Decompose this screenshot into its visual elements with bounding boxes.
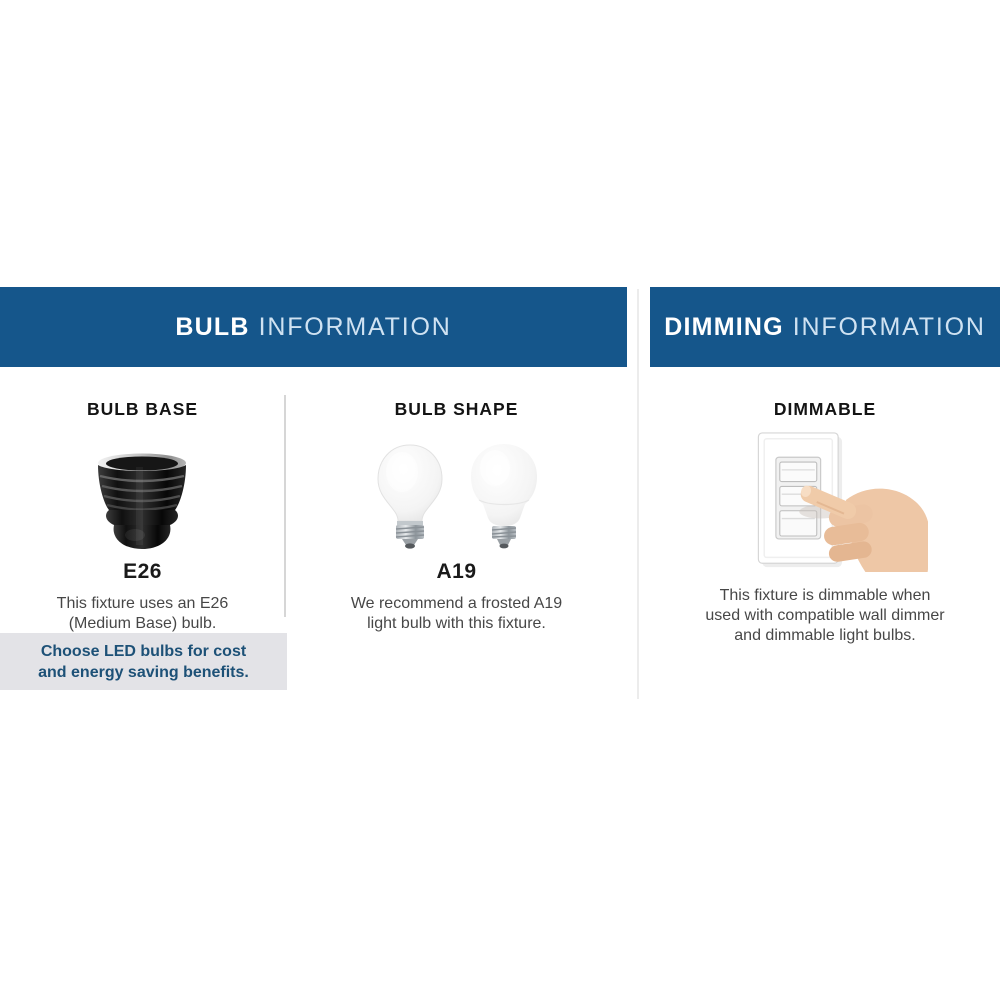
bulb-base-section	[0, 390, 285, 634]
dimmable-title: DIMMABLE	[773, 399, 877, 419]
bulb-shape-description	[286, 594, 627, 634]
bulb-header-rest: INFORMATION	[258, 312, 452, 341]
led-tip-line2: and energy saving benefits.	[38, 663, 249, 681]
dimmer-switch-hand-icon	[723, 430, 928, 572]
dimmable-description-line2: used with compatible wall dimmer	[705, 607, 945, 624]
bulb-shape-section	[286, 390, 627, 634]
bulb-shape-title: BULB SHAPE	[394, 399, 519, 419]
led-tip-box	[0, 633, 287, 690]
a19-bulbs-image	[286, 440, 627, 552]
e26-screw-base-icon	[95, 452, 190, 552]
led-tip-line1: Choose LED bulbs for cost	[40, 642, 247, 660]
dimmable-description-line3: and dimmable light bulbs.	[734, 627, 916, 644]
dimming-header-emphasis: DIMMING	[664, 312, 784, 341]
bulb-shape-value: A19	[436, 560, 477, 583]
bulb-header-emphasis: BULB	[175, 312, 250, 341]
dimmer-switch-image	[650, 430, 1000, 572]
bulb-information-header	[0, 287, 627, 367]
bulb-base-description	[0, 594, 285, 634]
a19-bulbs-icon	[362, 442, 552, 552]
dimming-information-header	[650, 287, 1000, 367]
bulb-shape-description-line2: light bulb with this fixture.	[367, 615, 546, 632]
dimmable-description	[650, 586, 1000, 646]
bulb-shape-description-line1: We recommend a frosted A19	[350, 595, 563, 612]
bulb-base-description-line1: This fixture uses an E26	[56, 595, 229, 612]
dimming-header-rest: INFORMATION	[792, 312, 986, 341]
bulb-base-value: E26	[123, 560, 162, 583]
dimmable-section	[650, 390, 1000, 646]
e26-base-image	[0, 452, 285, 552]
section-divider	[637, 289, 639, 699]
bulb-base-title: BULB BASE	[86, 399, 199, 419]
dimmable-description-line1: This fixture is dimmable when	[719, 587, 931, 604]
bulb-base-description-line2: (Medium Base) bulb.	[68, 615, 217, 632]
